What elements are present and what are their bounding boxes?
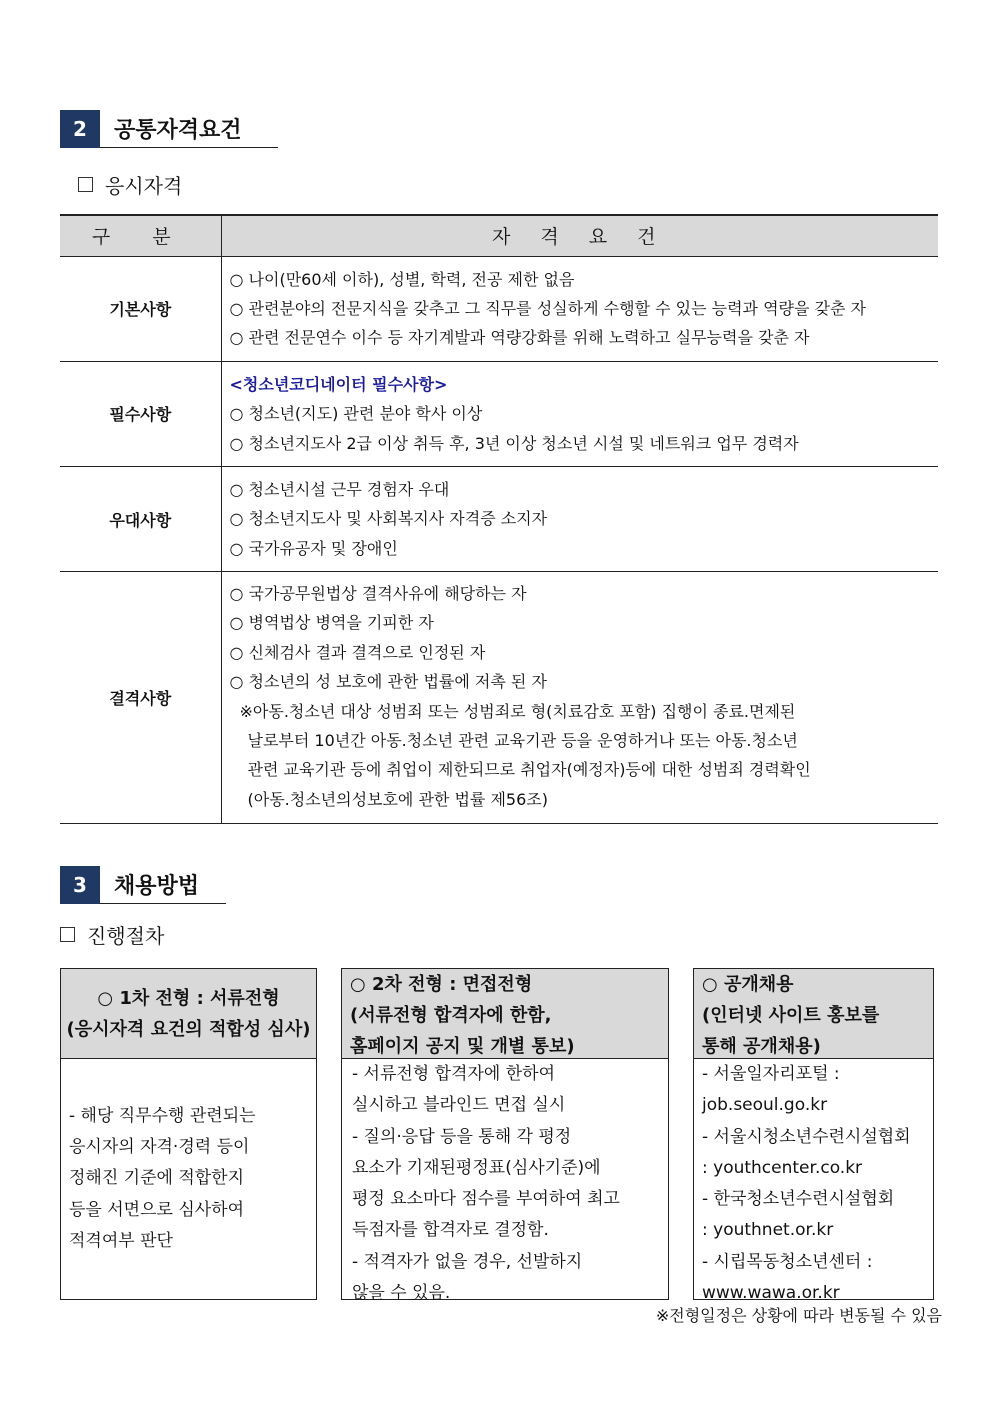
step-body-line: 정해진 기준에 적합한지 (69, 1168, 245, 1189)
step-body-line: - 한국청소년수련시설협회 (702, 1189, 895, 1210)
step-body-line: 요소가 기재된평정표(심사기준)에 (352, 1157, 601, 1178)
section-number: 3 (60, 866, 100, 904)
step-header-line: ○ 2차 전형 : 면접전형 (350, 974, 533, 995)
requirement-line: ○ 청소년(지도) 관련 분야 학사 이상 (229, 404, 483, 424)
step-body-line: - 서울일자리포털 : (702, 1064, 840, 1084)
step-body-line: - 적격자가 없을 경우, 선발하지 (352, 1251, 583, 1272)
square-bullet-icon (78, 177, 93, 192)
requirement-line: ○ 병역법상 병역을 기피한 자 (229, 613, 434, 633)
step-body-line: 않을 수 있음. (352, 1283, 451, 1304)
section-title: 채용방법 (100, 866, 226, 904)
requirement-line: ○ 나이(만60세 이하), 성별, 학력, 전공 제한 없음 (229, 269, 575, 289)
row-category: 필수사항 (60, 361, 221, 466)
step-header-line: (응시자격 요건의 적합성 심사) (66, 1018, 311, 1040)
subheading-label: 진행절차 (87, 924, 165, 948)
requirement-line: ○ 청소년시설 근무 경험자 우대 (229, 479, 450, 499)
section-number: 2 (60, 110, 100, 148)
note-line: 날로부터 10년간 아동.청소년 관련 교육기관 등을 운영하거나 또는 아동.청소년 (247, 731, 798, 751)
step-header-line: 통해 공개채용) (702, 1036, 821, 1057)
step-header (341, 968, 669, 1059)
step-header-line: ○ 1차 전형 : 서류전형 (97, 987, 280, 1009)
website-url: : youthnet.or.kr (702, 1220, 834, 1241)
step-body (693, 1059, 934, 1304)
note-line: (아동.청소년의성보호에 관한 법률 제56조) (247, 789, 548, 809)
step-body (60, 1059, 317, 1300)
step-header-line: 홈페이지 공지 및 개별 통보) (350, 1036, 575, 1057)
step-body-line: 평정 요소마다 점수를 부여하여 최고 (352, 1189, 620, 1210)
column-header-category: 구 분 (60, 215, 221, 256)
table-row (60, 466, 938, 571)
row-category: 기본사항 (60, 256, 221, 361)
website-url: : youthcenter.co.kr (702, 1157, 863, 1178)
step-body-line: 적격여부 판단 (69, 1230, 173, 1251)
requirement-line: ○ 청소년지도사 및 사회복지사 자격증 소지자 (229, 509, 548, 529)
note-line: ※아동.청소년 대상 성범죄 또는 성범죄로 형(치료감호 포함) 집행이 종료.면제된 (239, 701, 796, 721)
row-requirements (221, 361, 938, 466)
section-title: 공통자격요건 (100, 110, 278, 148)
requirement-line: ○ 청소년의 성 보호에 관한 법률에 저촉 된 자 (229, 672, 547, 692)
eligibility-table (60, 214, 938, 824)
step-body-line: 득점자를 합격자로 결정함. (352, 1220, 549, 1241)
table-row (60, 361, 938, 466)
section-3-heading (60, 866, 226, 904)
table-row (60, 572, 938, 824)
step-header-line: (서류전형 합격자에 한함, (350, 1005, 552, 1026)
requirement-line: ○ 청소년지도사 2급 이상 취득 후, 3년 이상 청소년 시설 및 네트워크 업무 경력자 (229, 433, 799, 453)
step-header-line: (인터넷 사이트 홍보를 (702, 1005, 880, 1026)
step-body-line: - 질의·응답 등을 통해 각 평정 (352, 1126, 572, 1147)
step-body-line: 실시하고 블라인드 면접 실시 (352, 1095, 566, 1116)
step-body-line: - 서울시청소년수련시설협회 (702, 1126, 911, 1147)
row-category: 결격사항 (60, 572, 221, 824)
step-body-line: - 해당 직무수행 관련되는 (69, 1105, 256, 1126)
requirement-line: ○ 신체검사 결과 결격으로 인정된 자 (229, 642, 486, 662)
step-body-line: - 시립목동청소년센터 : (702, 1251, 873, 1272)
schedule-footnote: ※전형일정은 상황에 따라 변동될 수 있음 (655, 1306, 942, 1325)
step-document-screening (60, 968, 317, 1300)
row-requirements (221, 256, 938, 361)
note-line: 관련 교육기관 등에 취업이 제한되므로 취업자(예정자)등에 대한 성범죄 경력확인 (247, 760, 811, 780)
square-bullet-icon (60, 927, 75, 942)
column-header-requirements: 자 격 요 건 (221, 215, 938, 256)
section-2-heading (60, 110, 278, 148)
step-public-recruitment (693, 968, 934, 1304)
subheading-label: 응시자격 (105, 174, 183, 198)
step-header (60, 968, 317, 1059)
subheading-procedure (60, 920, 164, 949)
step-header (693, 968, 934, 1059)
requirement-line: ○ 관련분야의 전문지식을 갖추고 그 직무를 성실하게 수행할 수 있는 능력과 역량을 갖춘 자 (229, 298, 866, 318)
requirement-line: ○ 국가유공자 및 장애인 (229, 538, 398, 558)
requirement-subheading: <청소년코디네이터 필수사항> (229, 374, 448, 394)
requirement-line: ○ 국가공무원법상 결격사유에 해당하는 자 (229, 584, 527, 604)
step-body-line: 등을 서면으로 심사하여 (69, 1199, 245, 1220)
row-category: 우대사항 (60, 466, 221, 571)
row-requirements (221, 572, 938, 824)
requirement-line: ○ 관련 전문연수 이수 등 자기계발과 역량강화를 위해 노력하고 실무능력을 갖춘 자 (229, 328, 810, 348)
website-url: www.wawa.or.kr (702, 1283, 840, 1304)
step-interview (341, 968, 669, 1304)
subheading-eligibility (78, 170, 182, 199)
step-body-line: 응시자의 자격·경력 등이 (69, 1137, 250, 1158)
table-header-row (60, 215, 938, 256)
row-requirements (221, 466, 938, 571)
step-header-line: ○ 공개채용 (702, 974, 794, 995)
website-url: job.seoul.go.kr (702, 1095, 828, 1116)
step-body (341, 1059, 669, 1304)
table-row (60, 256, 938, 361)
step-body-line: - 서류전형 합격자에 한하여 (352, 1064, 555, 1084)
